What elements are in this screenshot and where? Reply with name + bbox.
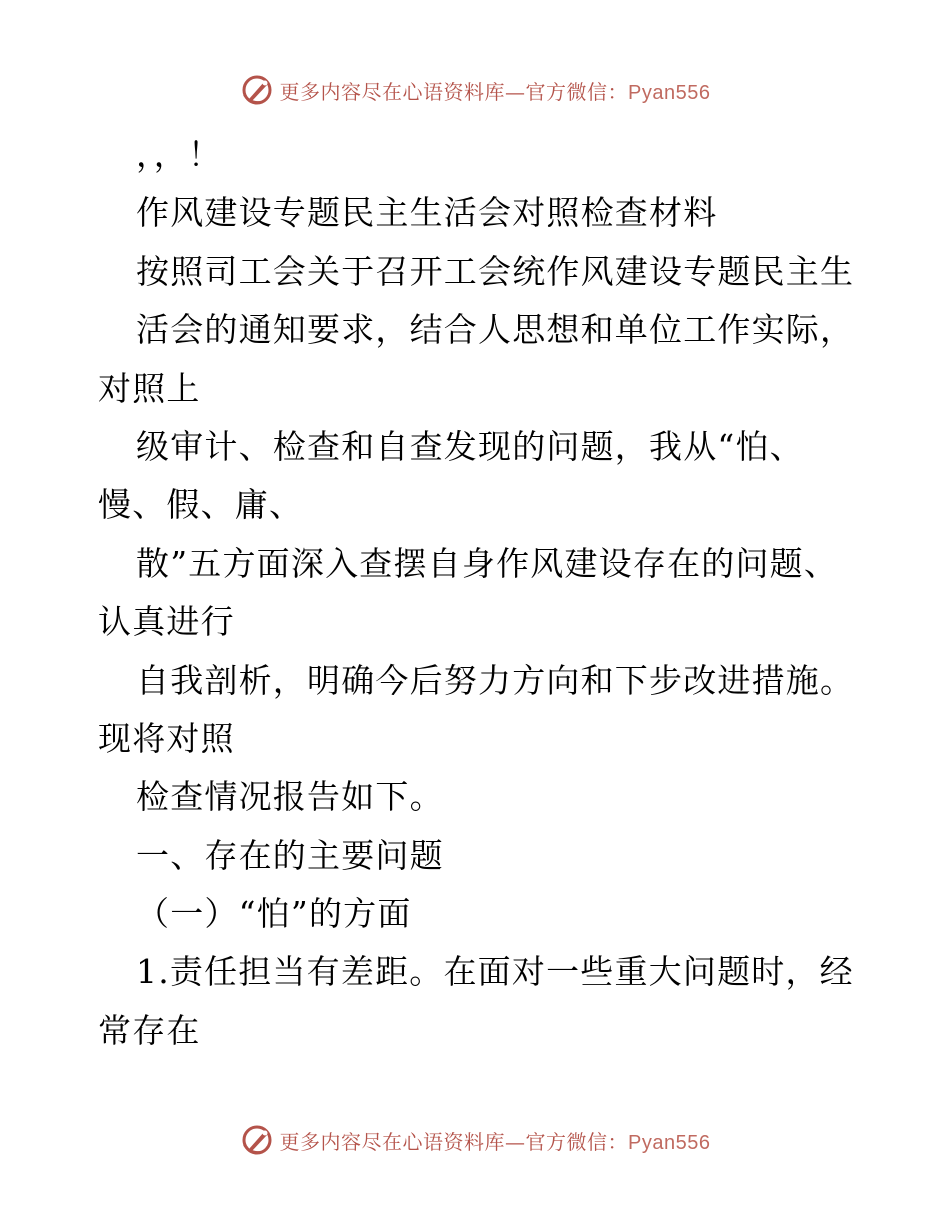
watermark-text: 更多内容尽在心语资料库—官方微信：Pyan556 — [279, 79, 711, 104]
text-line: 1.责任担当有差距。在面对一些重大问题时，经 — [136, 952, 854, 992]
text-line: 按照司工会关于召开工会统作风建设专题民主生 — [136, 251, 855, 291]
header-watermark — [0, 72, 950, 108]
text-line: 散”五方面深入查摆自身作风建设存在的问题、 — [136, 543, 839, 583]
text-line: 现将对照 — [98, 718, 235, 758]
document-body — [98, 126, 918, 1060]
text-line: 认真进行 — [98, 602, 235, 642]
pen-logo-icon — [240, 73, 274, 107]
footer-watermark — [0, 1122, 950, 1158]
text-line: 检查情况报告如下。 — [136, 777, 444, 817]
text-line: 对照上 — [98, 368, 201, 408]
text-line: ，，！ — [136, 135, 223, 174]
text-line: （一）“怕”的方面 — [136, 894, 412, 934]
text-line: 自我剖析，明确今后努力方向和下步改进措施。 — [136, 660, 855, 700]
text-line: 活会的通知要求，结合人思想和单位工作实际， — [136, 310, 855, 350]
text-line: 作风建设专题民主生活会对照检查材料 — [136, 193, 718, 233]
text-line: 慢、假、庸、 — [98, 485, 304, 525]
text-line: 常存在 — [98, 1010, 201, 1050]
watermark-text: 更多内容尽在心语资料库—官方微信：Pyan556 — [279, 1129, 711, 1154]
text-line: 一、存在的主要问题 — [136, 835, 444, 875]
pen-logo-icon — [240, 1123, 274, 1157]
text-line: 级审计、检查和自查发现的问题，我从“怕、 — [136, 426, 804, 466]
